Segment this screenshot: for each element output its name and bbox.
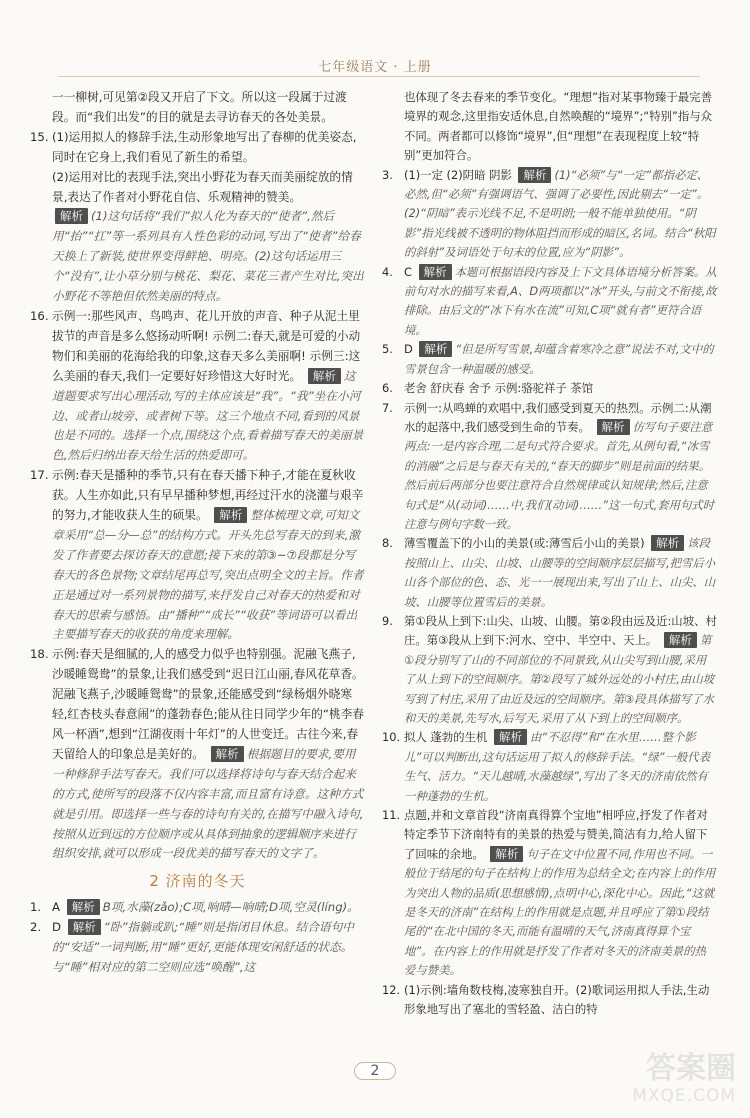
answer-number: 3.: [382, 167, 393, 182]
analysis-text: “但是所写雪景,却蕴含着寒冷之意”说法不对,文中的雪景包含一种温暖的感受。: [404, 342, 714, 376]
answer-17: [30, 466, 365, 645]
analysis-text: 第①段分别写了山的不同部位的不同景致,从山尖写到山腰,采用了从上到下的空间顺序。第②段写了城外远处的小村庄,由山坡写到了村庄,采用了由近及远的空间顺序。第③段具体描写了水和天的美景,先写水,后写天,采用了从下到上的空间顺序。: [404, 633, 714, 725]
answer-number: 1.: [30, 900, 42, 915]
answer-text: C: [404, 264, 412, 279]
analysis-paragraph: [30, 207, 365, 307]
analysis-text: 整体梳理文章,可知文章采用“总—分—总”的结构方式。开头先总写春天的到来,激发了作者要去探访春天的意愿;接下来的第③~⑦段都是分写春天的各色景物;文章结尾再总写,突出点明全文的主旨。作者正是通过对一系列景物的描写,来抒发自己对春天的热爱和对春天的思索与感悟。由“播种”“成长”“收获”等词语可以看出主要描写春天的收获的角度来理解。: [52, 508, 364, 642]
page-number-label: 2: [354, 1062, 397, 1080]
page-header: 七年级语文 · 上册: [318, 60, 432, 75]
answer-6: [382, 379, 717, 398]
answer-number: 11.: [382, 808, 401, 823]
answer-number: 9.: [382, 613, 393, 628]
answer-15: [30, 128, 365, 168]
answer-12: [382, 981, 717, 1020]
intro-paragraph: 也体现了冬去春来的季节变化。“理想”指对某事物臻于最完善境界的观念,这里指安适休息,自然唤醒的“境界”;“特别”指与众不同。两者都可以修饰“境界”,但“理想”在表现程度上较“特别”更加符合。: [404, 90, 713, 163]
answer-text: (2)运用对比的表现手法,突出小野花为春天而美丽绽放的情景,表达了作者对小野花自信、乐观精神的赞美。: [52, 169, 353, 204]
analysis-text: 由“不忍得”和“在水里……整个影儿”可以判断出,这句话运用了拟人的修辞手法。“绿”一般代表生气、活力。“天儿越晴,水藻越绿”,写出了冬天的济南依然有一种蓬勃的生机。: [404, 730, 711, 803]
answer-text: (1)运用拟人的修辞手法,生动形象地写出了春柳的优美姿态,同时在它身上,我们看见了新生的希望。: [52, 129, 357, 164]
answer-number: 17.: [30, 468, 49, 483]
watermark-url: MXQE.COM: [632, 1086, 736, 1106]
analysis-tag: 解析: [651, 535, 684, 551]
answer-number: 18.: [30, 647, 49, 662]
answer-10: [382, 728, 717, 806]
right-column: [382, 88, 717, 1020]
answer-text: (1)一定 (2)阴暗 阴影: [404, 167, 512, 182]
answer-text: 示例:春天是细腻的,人的感受力似乎也特别强。泥融飞燕子,沙暖睡鸳鸯”的景象,让我们感受到“迟日江山丽,春风花草香。泥融飞燕子,沙暖睡鸳鸯”的景象,还能感受到“绿杨烟外晓寒轻,红杏枝头春意闹”的蓬勃春色;能从往日同学少年的“桃李春风一杯酒”,想到“江湖夜雨十年灯”的人世变迁。古往今来,春天留给人的印象总是美好的。: [52, 647, 364, 761]
analysis-text: 这道题要求写出心理活动,写的主体应该是“我”。“我”坐在小河边、或者山坡旁、或者树下等。这三个地点不同,看到的风景也是不同的。选择一个点,围绕这个点,看着描写春天的美丽景色,然后归纳出春天给生活的热爱即可。: [52, 368, 364, 463]
analysis-text: (1)这句话将“我们”拟人化为春天的“使者”,然后用“抬”“扛”等一系列具有人性色彩的动词,写出了“使者”给春天换上了新装,使世界变得鲜艳、明亮。(2)这句话运用三个“没有”,让小草分别与桃花、梨花、菜花三者产生对比,突出小野花不等艳但依然美丽的特点。: [52, 209, 364, 304]
answer-text: 示例一:那些风声、鸟鸣声、花儿开放的声音、种子从泥土里拔节的声音是多么悠扬动听啊! 示例二:春天,就是可爱的小动物们和美丽的花海给我的印象,这春天多么美丽啊! 示例三:这么美丽的春天,我们一定要好好珍惜这大好时光。: [52, 308, 361, 383]
answer-18: [30, 645, 365, 864]
analysis-tag: 解析: [490, 846, 523, 862]
answer-text: 拟人 蓬勃的生机: [404, 730, 488, 745]
left-column: [30, 88, 365, 978]
analysis-text: 根据题目的要求,要用一种修辞手法写春天。我们可以选择将诗句与春天结合起来的方式,使所写的段落不仅内容丰富,而且富有诗意。这种方式就是引用。即选择一些与春的诗句有关的,在描写中融入诗句,按照从近到远的方位顺序或从具体到抽象的逻辑顺序来进行组织安排,就可以形成一段优美的描写春天的文字了。: [52, 746, 364, 861]
answer-text: 点题,并和文章首段“济南真得算个宝地”相呼应,抒发了作者对特定季节下济南特有的美景的热爱与赞美,简洁有力,给人留下了回味的余地。: [404, 808, 708, 861]
analysis-tag: 解析: [419, 264, 452, 280]
analysis-tag: 解析: [419, 341, 452, 357]
analysis-tag: 解析: [494, 729, 527, 745]
answer-s2: [30, 918, 365, 978]
analysis-tag: 解析: [597, 419, 630, 435]
answer-number: 12.: [382, 982, 401, 997]
answer-number: 5.: [382, 342, 393, 357]
answer-s1: [30, 898, 365, 918]
analysis-text: 本题可根据语段内容及上下文具体语境分析答案。从前句对水的描写来看,A、D两项都以“冰”开头,与前文不衔接,故排除。由后文的“冰下有水在流”可知,C项“就有者”更符合语境。: [404, 264, 717, 337]
answer-8: [382, 534, 717, 612]
answer-number: 6.: [382, 381, 393, 396]
answer-number: 16.: [30, 308, 49, 323]
answer-4: [382, 263, 717, 341]
section-title: 2 济南的冬天: [149, 872, 246, 891]
answer-text: 第①段从上到下:山尖、山坡、山腰。第②段由远及近:山坡、村庄。第③段从上到下:河水、空中、半空中、天上。: [404, 613, 717, 648]
site-watermark: [616, 1052, 736, 1112]
analysis-text: (1)“必须”与“一定”都指必定、必然,但“必须”有强调语气、强调了必要性,因此剔去“一定”。(2)“阴暗”表示光线不足,不是明朗;一般不能单独使用。“阴影”指光线被不透明的物体阻挡而形成的暗区,名词。结合“秋阳的斜射”及词语处于句末的位置,应为“阴影”。: [404, 167, 716, 260]
analysis-tag: 解析: [664, 632, 697, 648]
answer-text: 示例一:从鸣蝉的欢唱中,我们感受到夏天的热烈。示例二:从潮水的起落中,我们感受到生命的节奏。: [404, 400, 712, 434]
analysis-tag: 解析: [211, 746, 244, 762]
answer-number: 4.: [382, 264, 393, 279]
analysis-tag: 解析: [308, 368, 341, 384]
intro-paragraph: 一一柳树,可见第②段又开启了下文。所以这一段属于过渡段。而“我们出发”的目的就是去寻访春天的各处美景。: [52, 90, 347, 124]
answer-5: [382, 340, 717, 379]
analysis-tag: 解析: [55, 208, 88, 224]
analysis-text: B项,水藻(zǎo);C项,响晴—响晴;D项,空灵(líng)。: [102, 900, 359, 915]
analysis-text: 该段按照山上、山尖、山坡、山腰等的空间顺序层层描写,把雪后小山各个部位的色、态、光一一展现出来,写出了山上、山尖、山坡、山腰等位置雪后的美景。: [404, 536, 716, 609]
answer-text: 薄雪覆盖下的小山的美景(或:薄雪后小山的美景): [404, 536, 645, 551]
header-rule: [58, 76, 700, 77]
answer-number: 8.: [382, 536, 393, 551]
answer-text: A: [52, 900, 60, 915]
analysis-text: “卧”指躺或趴;“睡”则是指闭目休息。结合语句中的“安适”一词判断,用“睡”更好,更能体现安闲舒适的状态。与“睡”相对应的第二空则应选“唤醒”,这: [52, 920, 354, 974]
answer-number: 10.: [382, 730, 401, 745]
answer-number: 15.: [30, 129, 49, 144]
analysis-tag: 解析: [67, 899, 100, 915]
analysis-text: 句子在文中位置不同,作用也不同。一般位于结尾的句子在结构上的作用为总结全文;在内容上的作用为突出人物的品质(思想感情),点明中心,深化中心。因此,“这就是冬天的济南”在结构上的作用就是点题,并且呼应了第①段结尾的“在北中国的冬天,而能有温晴的天气,济南真得算个宝地”。在内容上的作用就是抒发了作者对冬天的济南美景的热爱与赞美。: [404, 846, 716, 978]
answer-number: 2.: [30, 920, 42, 935]
answer-3: [382, 166, 717, 263]
analysis-tag: 解析: [214, 507, 247, 523]
answer-text: 示例:春天是播种的季节,只有在春天播下种子,才能在夏秋收获。人生亦如此,只有早早播种梦想,再经过汗水的浇灌与艰辛的努力,才能收获人生的硕果。: [52, 468, 364, 523]
answer-text: (1)示例:墙角数枝梅,凌寒独自开。(2)歌词运用拟人手法,生动形象地写出了塞北的雪轻盈、洁白的特: [404, 982, 710, 1017]
analysis-text: 仿写句子要注意两点:一是内容合理,二是句式符合要求。首先,从例句看,“冰雪的消融”之后是与春天有关的,“春天的脚步”则是前面的结果。然后前后两部分也要注意符合自然规律或认知规律;然后,注意句式是“从(动词)……中,我们(动词)……”这一句式,套用句式时注意与例句字数一致。: [404, 419, 715, 531]
analysis-tag: 解析: [518, 167, 551, 183]
analysis-tag: 解析: [68, 919, 101, 935]
answer-16: [30, 307, 365, 466]
answer-number: 7.: [382, 400, 393, 415]
answer-text: 老舍 舒庆春 舍予 示例:骆驼祥子 茶馆: [404, 381, 594, 396]
answer-text: D: [404, 342, 413, 357]
answer-9: [382, 612, 717, 728]
answer-7: [382, 399, 717, 535]
answer-text: D: [52, 920, 61, 935]
answer-11: [382, 806, 717, 981]
watermark-logo-text: 答案圈: [646, 1051, 736, 1086]
